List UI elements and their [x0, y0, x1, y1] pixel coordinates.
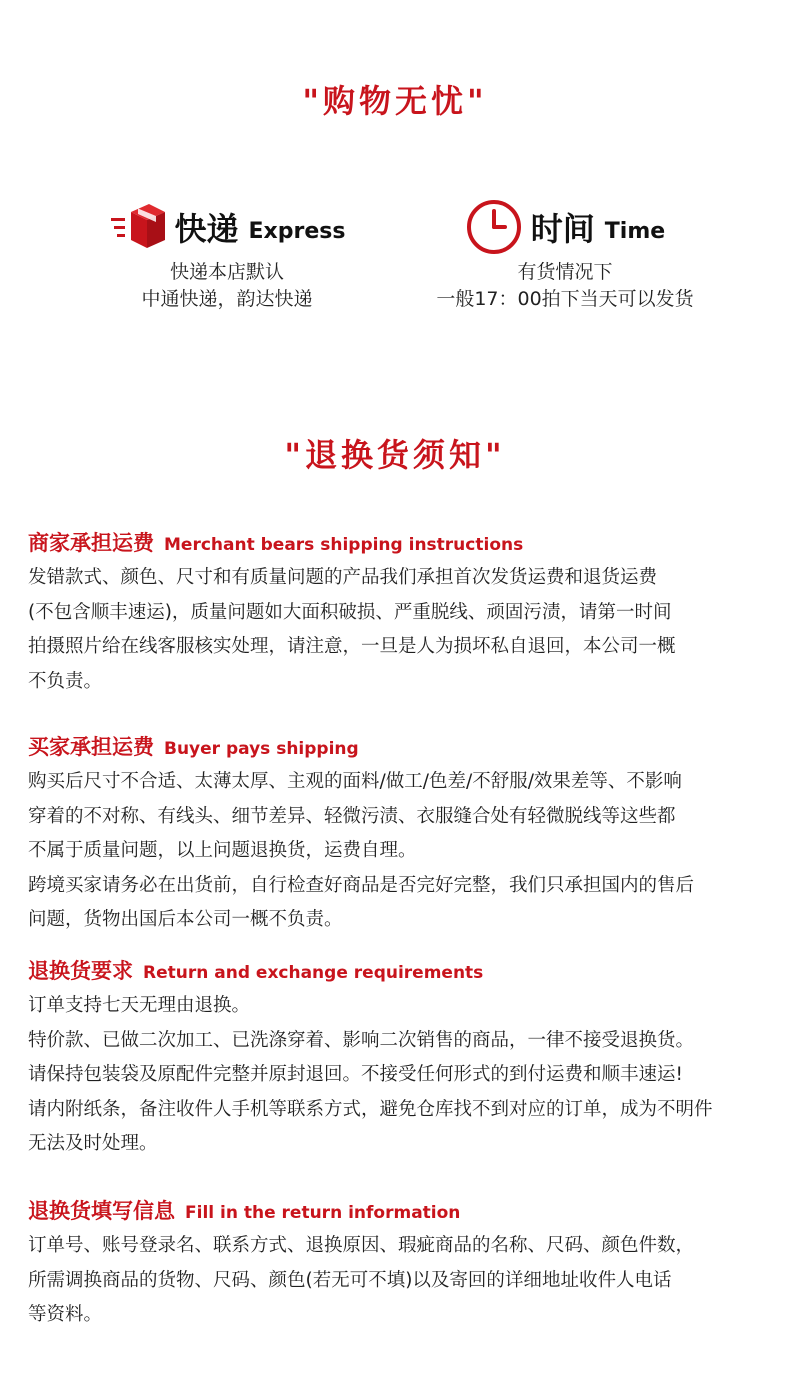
feature-express-subtitle: Express [248, 218, 346, 244]
section-line: 特价款、已做二次加工、已洗涤穿着、影响二次销售的商品，一律不接受退换货。 [28, 1029, 695, 1051]
feature-express-header [62, 195, 392, 259]
section-line: 不负责。 [28, 670, 103, 692]
section-buyer-pays [28, 731, 768, 938]
section-line: 请内附纸条，备注收件人手机等联系方式，避免仓库找不到对应的订单，成为不明件 [28, 1098, 713, 1120]
feature-time [400, 195, 730, 313]
section-heading-en: Buyer pays shipping [164, 739, 359, 759]
section-line: 等资料。 [28, 1304, 103, 1325]
section-line: 发错款式、颜色、尺寸和有质量问题的产品我们承担首次发货运费和退货运费 [28, 567, 658, 588]
section-heading-cn: 商家承担运费 [28, 531, 154, 555]
package-icon [109, 198, 167, 256]
section-return-requirements [28, 955, 768, 1162]
section-heading-en: Merchant bears shipping instructions [164, 535, 524, 555]
section-heading-en: Fill in the return information [185, 1203, 461, 1223]
section-line: 订单支持七天无理由退换。 [28, 995, 251, 1016]
section-line: 请保持包装袋及原配件完整并原封退回。不接受任何形式的到付运费和顺丰速运! [28, 1064, 683, 1085]
feature-time-line: 一般17：00拍下当天可以发货 [436, 288, 694, 310]
feature-express-line: 中通快递，韵达快递 [141, 288, 313, 310]
section-heading-en: Return and exchange requirements [143, 963, 484, 983]
clock-icon [465, 198, 523, 256]
section-heading [28, 527, 768, 561]
section-line: (不包含顺丰速运)，质量问题如大面积破损、严重脱线、顽固污渍，请第一时间 [28, 601, 672, 623]
feature-express [62, 195, 392, 313]
section-heading [28, 1195, 768, 1229]
feature-time-subtitle: Time [604, 218, 666, 244]
feature-express-line: 快递本店默认 [169, 261, 284, 283]
section-line: 无法及时处理。 [28, 1133, 158, 1154]
section-line: 拍摄照片给在线客服核实处理，请注意，一旦是人为损坏私自退回，本公司一概 [28, 636, 676, 657]
section-heading-cn: 退换货填写信息 [28, 1199, 175, 1223]
section-heading-cn: 买家承担运费 [28, 735, 154, 759]
banner-title-worry-free: "购物无忧" [302, 82, 488, 120]
section-line: 所需调换商品的货物、尺码、颜色(若无可不填)以及寄回的详细地址收件人电话 [28, 1269, 672, 1291]
section-heading-cn: 退换货要求 [28, 959, 133, 983]
feature-time-title: 时间 [530, 210, 595, 248]
section-line: 不属于质量问题，以上问题退换货，运费自理。 [28, 840, 417, 861]
section-line: 跨境买家请务必在出货前，自行检查好商品是否完好完整，我们只承担国内的售后 [28, 874, 695, 896]
section-line: 订单号、账号登录名、联系方式、退换原因、瑕疵商品的名称、尺码、颜色件数， [28, 1235, 695, 1256]
banner-title-return-notice: "退换货须知" [284, 436, 506, 474]
feature-time-header [400, 195, 730, 259]
section-line: 购买后尺寸不合适、太薄太厚、主观的面料/做工/色差/不舒服/效果差等、不影响 [28, 771, 682, 792]
section-fill-return-info [28, 1195, 768, 1333]
feature-express-title: 快递 [174, 210, 239, 248]
section-line: 问题，货物出国后本公司一概不负责。 [28, 909, 343, 930]
section-heading [28, 731, 768, 765]
feature-time-line: 有货情况下 [517, 261, 613, 283]
section-heading [28, 955, 768, 989]
section-line: 穿着的不对称、有线头、细节差异、轻微污渍、衣服缝合处有轻微脱线等这些都 [28, 805, 676, 827]
section-merchant-pays [28, 527, 768, 699]
